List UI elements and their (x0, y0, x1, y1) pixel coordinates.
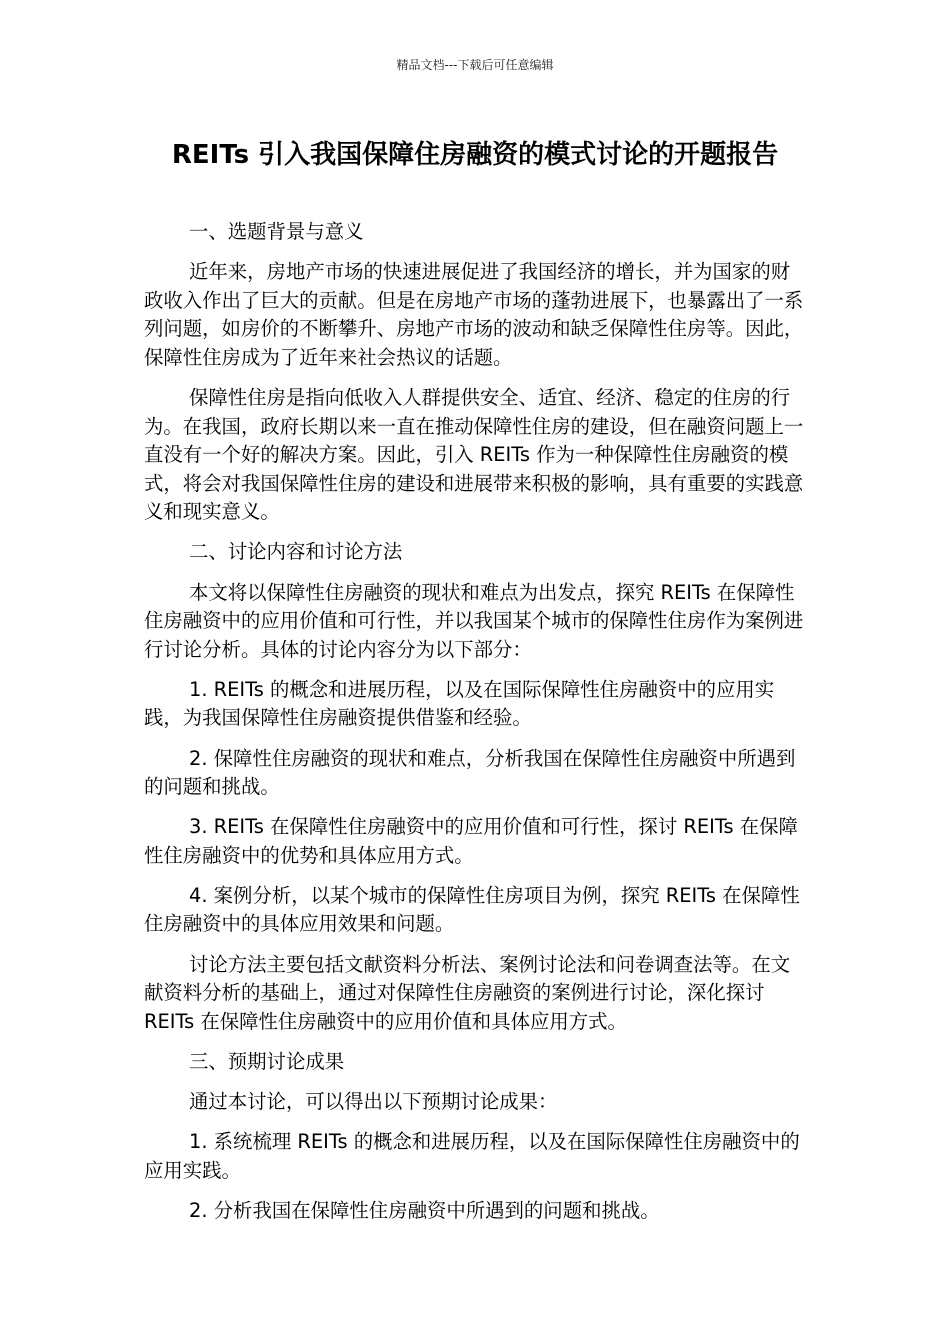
list-item-content-4: 4. 案例分析，以某个城市的保障性住房项目为例，探究 REITs 在保障性住房融资中的具体应用效果和问题。 (144, 883, 800, 936)
list-item-content-2: 2. 保障性住房融资的现状和难点，分析我国在保障性住房融资中所遇到的问题和挑战。 (144, 746, 796, 799)
paragraph-background-1: 近年来，房地产市场的快速进展促进了我国经济的增长，并为国家的财政收入作出了巨大的贡献。但是在房地产市场的蓬勃进展下，也暴露出了一系列问题，如房价的不断攀升、房地产市场的波动和缺乏保障性住房等。因此，保障性住房成为了近年来社会热议的话题。 (144, 260, 804, 369)
section-heading-expected-results: 三、预期讨论成果 (189, 1049, 345, 1073)
list-item-results-2: 2. 分析我国在保障性住房融资中所遇到的问题和挑战。 (189, 1198, 660, 1222)
paragraph-background-2: 保障性住房是指向低收入人群提供安全、适宜、经济、稳定的住房的行为。在我国，政府长期以来一直在推动保障性住房的建设，但在融资问题上一直没有一个好的解决方案。因此，引入 REITs 作为一种保障性住房融资的模式，将会对我国保障性住房的建设和进展带来积极的影响，具有重要的实践意义和现实意义。 (144, 385, 804, 524)
page-header: 精品文档---下载后可任意编辑 (396, 58, 554, 72)
list-item-content-1: 1. REITs 的概念和进展历程，以及在国际保障性住房融资中的应用实践，为我国保障性住房融资提供借鉴和经验。 (144, 677, 775, 730)
list-item-results-1: 1. 系统梳理 REITs 的概念和进展历程，以及在国际保障性住房融资中的应用实践。 (144, 1130, 800, 1182)
document-title: REITs 引入我国保障住房融资的模式讨论的开题报告 (171, 140, 779, 170)
list-item-content-3: 3. REITs 在保障性住房融资中的应用价值和可行性，探讨 REITs 在保障性住房融资中的优势和具体应用方式。 (144, 815, 798, 867)
paragraph-results-intro: 通过本讨论，可以得出以下预期讨论成果： (189, 1089, 558, 1113)
paragraph-methods: 讨论方法主要包括文献资料分析法、案例讨论法和问卷调查法等。在文献资料分析的基础上，通过对保障性住房融资的案例进行讨论，深化探讨 REITs 在保障性住房融资中的应用价值和具体应用方式。 (144, 952, 791, 1033)
section-heading-content-methods: 二、讨论内容和讨论方法 (189, 540, 403, 564)
paragraph-content-intro: 本文将以保障性住房融资的现状和难点为出发点，探究 REITs 在保障性住房融资中的应用价值和可行性，并以我国某个城市的保障性住房作为案例进行讨论分析。具体的讨论内容分为以下部分： (144, 580, 804, 661)
document-body (144, 218, 804, 1237)
section-heading-background: 一、选题背景与意义 (189, 220, 364, 243)
